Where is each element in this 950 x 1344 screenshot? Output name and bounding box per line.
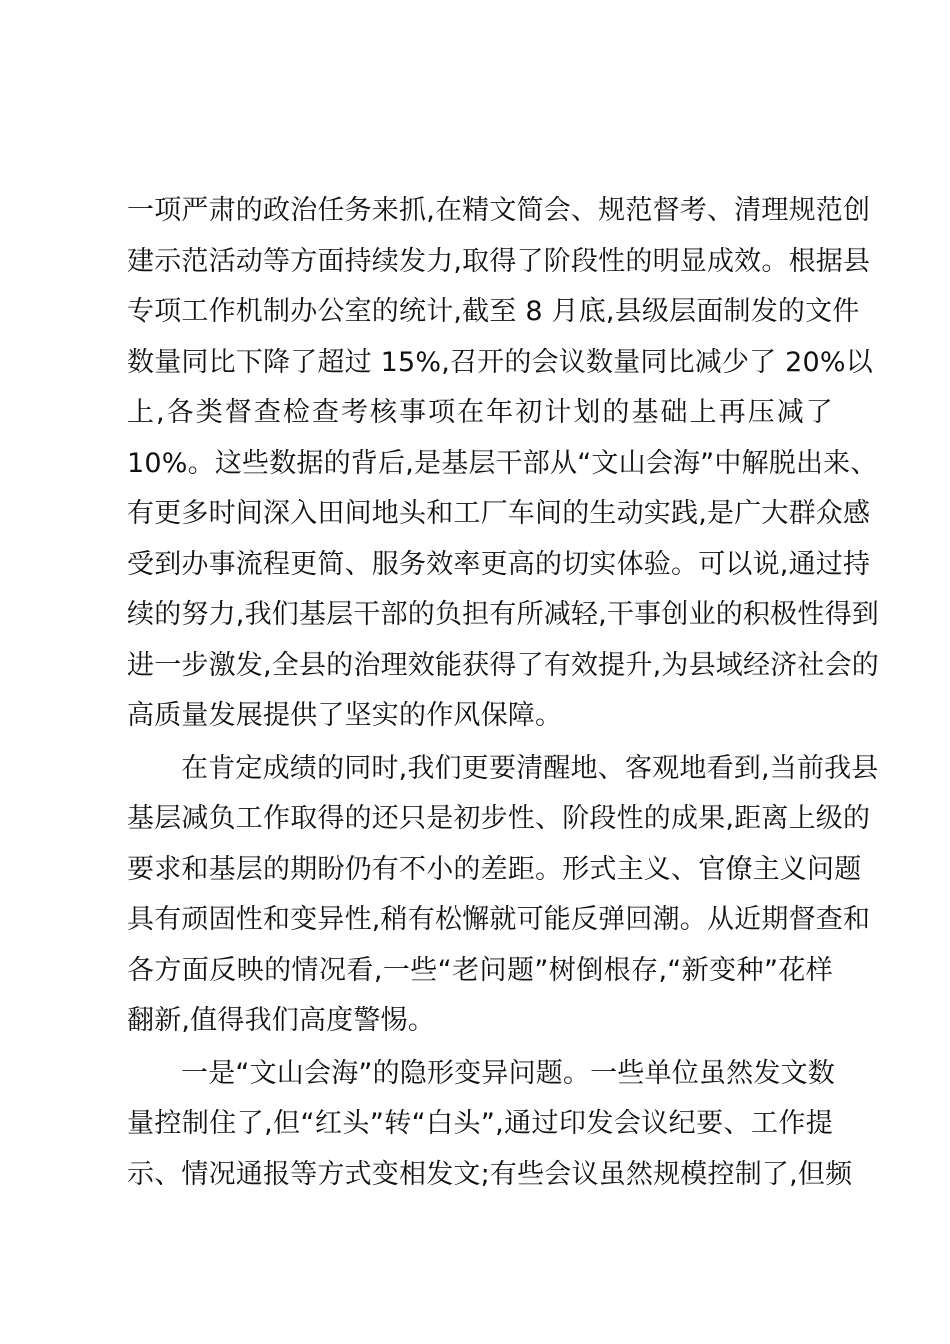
text-line: 基层减负工作取得的还只是初步性、阶段性的成果,距离上级的 xyxy=(127,803,871,834)
document-body xyxy=(127,186,879,1202)
text-line: 有更多时间深入田间地头和工厂车间的生动实践,是广大群众感 xyxy=(127,498,871,529)
paragraph-issue-one xyxy=(127,1049,853,1201)
text-line: 进一步激发,全县的治理效能获得了有效提升,为县域经济社会的 xyxy=(127,649,879,681)
text-line: 示、情况通报等方式变相发文;有些会议虽然规模控制了,但频 xyxy=(127,1158,853,1190)
text-line: 要求和基层的期盼仍有不小的差距。形式主义、官僚主义问题 xyxy=(127,853,862,885)
text-line: 一项严肃的政治任务来抓,在精文简会、规范督考、清理规范创 xyxy=(127,195,871,226)
paragraph-gaps xyxy=(127,744,879,1047)
text-line: 具有顽固性和变异性,稍有松懈就可能反弹回潮。从近期督查和 xyxy=(127,904,871,935)
text-line: 专项工作机制办公室的统计,截至 8 月底,县级层面制发的文件 xyxy=(127,296,860,327)
text-line: 建示范活动等方面持续发力,取得了阶段性的明显成效。根据县 xyxy=(127,245,871,277)
text-line: 续的努力,我们基层干部的负担有所减轻,干事创业的积极性得到 xyxy=(127,599,879,630)
text-line: 在肯定成绩的同时,我们更要清醒地、客观地看到,当前我县 xyxy=(181,752,879,784)
text-line: 数量同比下降了超过 15%,召开的会议数量同比减少了 20%以 xyxy=(127,346,873,378)
text-line: 量控制住了,但“红头”转“白头”,通过印发会议纪要、工作提 xyxy=(127,1108,833,1139)
text-line: 翻新,值得我们高度警惕。 xyxy=(127,1005,435,1036)
text-line: 各方面反映的情况看,一些“老问题”树倒根存,“新变种”花样 xyxy=(127,954,833,986)
text-line: 10%。这些数据的背后,是基层干部从“文山会海”中解脱出来、 xyxy=(127,447,878,479)
text-line: 一是“文山会海”的隐形变异问题。一些单位虽然发文数 xyxy=(181,1057,835,1089)
paragraph-achievements xyxy=(127,186,879,742)
text-line: 高质量发展提供了坚实的作风保障。 xyxy=(127,700,563,731)
text-line: 受到办事流程更简、服务效率更高的切实体验。可以说,通过持 xyxy=(127,548,871,580)
text-line: 上,各类督查检查考核事项在年初计划的基础上再压减了 xyxy=(127,397,833,428)
